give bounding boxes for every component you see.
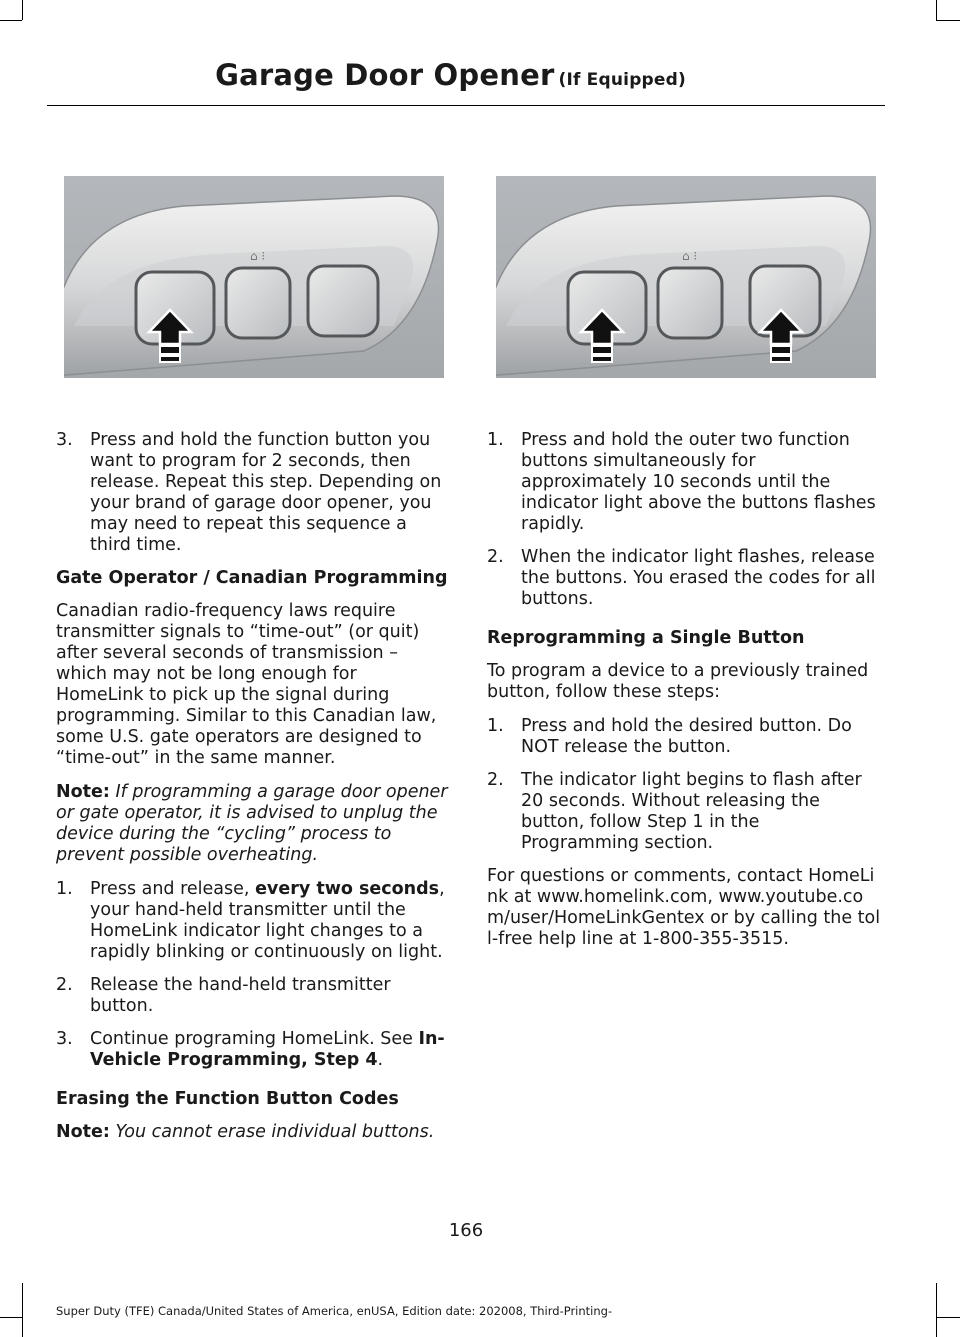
console-figure-left [64,176,444,378]
svg-text:⌂ ⁝: ⌂ ⁝ [250,249,266,263]
header-rule [47,105,885,106]
console-figure-right [496,176,876,378]
list-text: Press and hold the function button you want to program for 2 seconds, then release. Repeat this step. Depending on your brand of garage door opener, you may need to repeat this sequence a third time. [90,430,442,555]
emphasis-text: every two seconds [255,879,440,899]
note-label: Note: [56,1122,110,1142]
list-item [487,430,881,535]
list-number: 1. [56,879,73,899]
list-number: 3. [56,430,73,450]
list-text: When the indicator light flashes, release the buttons. You erased the codes for all buttons. [521,547,876,609]
list-item [56,1029,448,1071]
list-text: . [377,1050,384,1070]
crop-mark-bottom-left-vertical [22,1283,23,1337]
crop-mark-top-left-vertical [22,0,23,20]
crop-mark-bottom-left-horizontal [0,1317,22,1318]
list-number: 2. [487,547,504,567]
svg-text:⌂ ⁝: ⌂ ⁝ [682,249,698,263]
list-number: 1. [487,430,504,450]
crop-mark-top-right-horizontal [936,20,960,21]
crop-mark-top-left-horizontal [0,20,22,21]
header-subtitle: (If Equipped) [558,70,686,90]
list-number: 1. [487,716,504,736]
header-title: Garage Door Opener [215,58,555,92]
section-heading-gate-operator: Gate Operator / Canadian Programming [56,568,448,588]
page-header-title [215,58,686,92]
crop-mark-bottom-right-horizontal [936,1317,960,1318]
note [56,1122,448,1143]
list-number: 2. [487,770,504,790]
contact-paragraph: For questions or comments, contact HomeLink at www.homelink.com, www.youtube.com/user/HomeLinkGentex or by calling the toll-free help line at 1-800-355-3515. [487,866,881,949]
page-footer: Super Duty (TFE) Canada/United States of America, enUSA, Edition date: 202008, Third-Printing- [56,1304,613,1318]
list-text: Continue programing HomeLink. See [90,1029,413,1049]
paragraph: Canadian radio-frequency laws require transmitter signals to “time-out” (or quit) after several seconds of transmission – which may not be long enough for HomeLink to pick up the signal during programming. Similar to this Canadian law, some U.S. gate operators are designed to “time-out” in the same manner. [56,601,437,768]
list-item [487,770,881,854]
list-item [56,430,448,556]
right-column [487,430,881,963]
paragraph: To program a device to a previously trained button, follow these steps: [487,661,869,702]
cross-reference: In-Vehicle Programming, Step 4 [90,1029,445,1070]
list-text: Press and hold the outer two function buttons simultaneously for approximately 10 seconds until the indicator light above the buttons flashes rapidly. [521,430,876,534]
section-heading-reprogramming: Reprogramming a Single Button [487,628,805,648]
note-label: Note: [56,782,110,802]
list-text: The indicator light begins to flash after 20 seconds. Without releasing the button, follow Step 1 in the Programming section. [521,770,862,853]
note-text: If programming a garage door opener or gate operator, it is advised to unplug the device during the “cycling” process to prevent possible overheating. [56,782,448,865]
note-text: You cannot erase individual buttons. [115,1122,435,1142]
left-column [56,430,448,1156]
list-text: Release the hand-held transmitter button. [90,975,391,1016]
list-item [487,547,881,610]
list-item [56,975,448,1017]
list-number: 2. [56,975,73,995]
page-number: 166 [448,1220,484,1241]
list-item [487,716,881,758]
section-heading-erasing: Erasing the Function Button Codes [56,1089,399,1109]
list-text: , your hand-held transmitter until the HomeLink indicator light changes to a rapidly blinking or continuously on light. [90,879,445,962]
crop-mark-bottom-right-vertical [936,1283,937,1337]
list-number: 3. [56,1029,73,1049]
crop-mark-top-right-vertical [936,0,937,20]
note [56,782,448,866]
list-text: Press and release, [90,879,250,899]
list-text: Press and hold the desired button. Do NOT release the button. [521,716,852,757]
list-item [56,879,448,963]
